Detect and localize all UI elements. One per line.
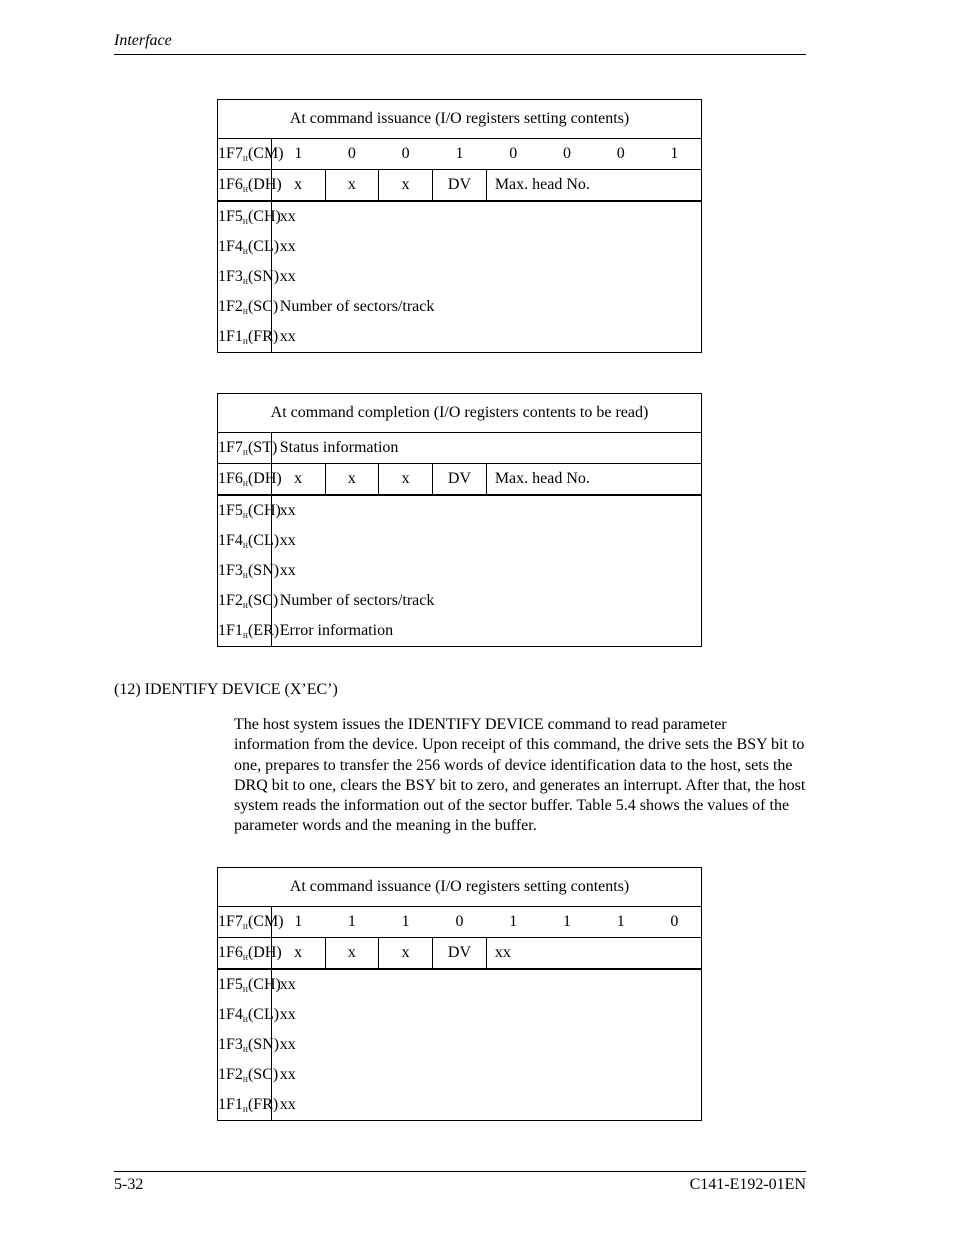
- dh-rest-cell: Max. head No.: [486, 170, 701, 202]
- bit-cell: 0: [540, 139, 594, 170]
- register-label: $1F7_H(ST)$: [218, 433, 272, 464]
- register-value: Error information: [279, 622, 394, 639]
- register-table-issuance: [217, 99, 702, 353]
- bit-cell: 0: [594, 139, 648, 170]
- bit-cell: 1: [486, 907, 540, 938]
- register-value: xx: [279, 328, 296, 345]
- bit-cell: 1: [594, 907, 648, 938]
- register-value: xx: [279, 1006, 296, 1023]
- dh-rest-cell: xx: [486, 938, 701, 970]
- dh-cell: DV: [433, 464, 487, 496]
- bit-cell: 0: [486, 139, 540, 170]
- register-value-stack: [271, 969, 701, 1121]
- dh-cell: x: [325, 464, 379, 496]
- bit-cell: 1: [433, 139, 487, 170]
- dh-cell: x: [271, 938, 325, 970]
- dh-cell: x: [325, 938, 379, 970]
- bit-cell: 1: [379, 907, 433, 938]
- register-value: Number of sectors/track: [279, 298, 435, 315]
- register-label: $1F6_H(DH)$: [218, 464, 272, 496]
- section-heading: (12) IDENTIFY DEVICE (X’EC’): [114, 681, 338, 698]
- bit-cell: 1: [325, 907, 379, 938]
- register-value-stack: [271, 201, 701, 353]
- register-value-stack: [271, 495, 701, 647]
- bit-cell: 1: [271, 907, 325, 938]
- page-number: 5-32: [114, 1176, 144, 1193]
- register-value: Status information: [271, 433, 701, 464]
- register-table-identify: [217, 867, 702, 1121]
- dh-rest-cell: Max. head No.: [486, 464, 701, 496]
- register-value: Number of sectors/track: [279, 592, 435, 609]
- bit-cell: 0: [433, 907, 487, 938]
- footer-rule: [114, 1171, 806, 1172]
- bit-cell: 1: [648, 139, 702, 170]
- bit-cell: 0: [379, 139, 433, 170]
- table-caption: At command completion (I/O registers contents to be read): [218, 394, 702, 433]
- bit-cell: 1: [540, 907, 594, 938]
- register-value: xx: [279, 1096, 296, 1113]
- dh-cell: x: [271, 170, 325, 202]
- table-caption: At command issuance (I/O registers setting contents): [218, 868, 702, 907]
- register-label: $1F6_H(DH)$: [218, 170, 272, 202]
- register-value: xx: [279, 532, 296, 549]
- register-label: $1F7_H(CM)$: [218, 139, 272, 170]
- dh-cell: x: [379, 938, 433, 970]
- dh-cell: x: [379, 170, 433, 202]
- dh-cell: DV: [433, 170, 487, 202]
- bit-cell: 0: [325, 139, 379, 170]
- table-caption: At command issuance (I/O registers setting contents): [218, 100, 702, 139]
- bit-cell: 0: [648, 907, 702, 938]
- register-label: $1F6_H(DH)$: [218, 938, 272, 970]
- dh-cell: DV: [433, 938, 487, 970]
- register-value: xx: [279, 208, 296, 225]
- bit-cell: 1: [271, 139, 325, 170]
- register-value: xx: [279, 502, 296, 519]
- register-value: xx: [279, 268, 296, 285]
- register-label: $1F7_H(CM)$: [218, 907, 272, 938]
- header-rule: [114, 54, 806, 55]
- register-label-stack: $1F5_H(CH)$ $1F4_H(CL)$ $1F3_H(SN)$ $1F2_H(SC)$ $1F1_H(FR)$: [218, 969, 272, 1121]
- dh-cell: x: [271, 464, 325, 496]
- register-value: xx: [279, 976, 296, 993]
- document-id: C141-E192-01EN: [689, 1176, 806, 1193]
- section-paragraph: The host system issues the IDENTIFY DEVICE command to read parameter information from the device. Upon receipt of this command, the drive sets the BSY bit to one, prepares to transfer the 256 words of device identification data to the host, sets the DRQ bit to one, clears the BSY bit to zero, and generates an interrupt. After that, the host system reads the information out of the sector buffer. Table 5.4 shows the values of the parameter words and the meaning in the buffer.: [234, 716, 806, 835]
- register-label-stack: $1F5_H(CH)$ $1F4_H(CL)$ $1F3_H(SN)$ $1F2_H(SC)$ $1F1_H(ER)$: [218, 495, 272, 647]
- register-value: xx: [279, 238, 296, 255]
- register-table-completion: [217, 393, 702, 647]
- register-value: xx: [279, 1036, 296, 1053]
- register-value: xx: [279, 562, 296, 579]
- register-value: xx: [279, 1066, 296, 1083]
- register-label-stack: $1F5_H(CH)$ $1F4_H(CL)$ $1F3_H(SN)$ $1F2_H(SC)$ $1F1_H(FR)$: [218, 201, 272, 353]
- dh-cell: x: [379, 464, 433, 496]
- dh-cell: x: [325, 170, 379, 202]
- running-header: Interface: [114, 32, 172, 49]
